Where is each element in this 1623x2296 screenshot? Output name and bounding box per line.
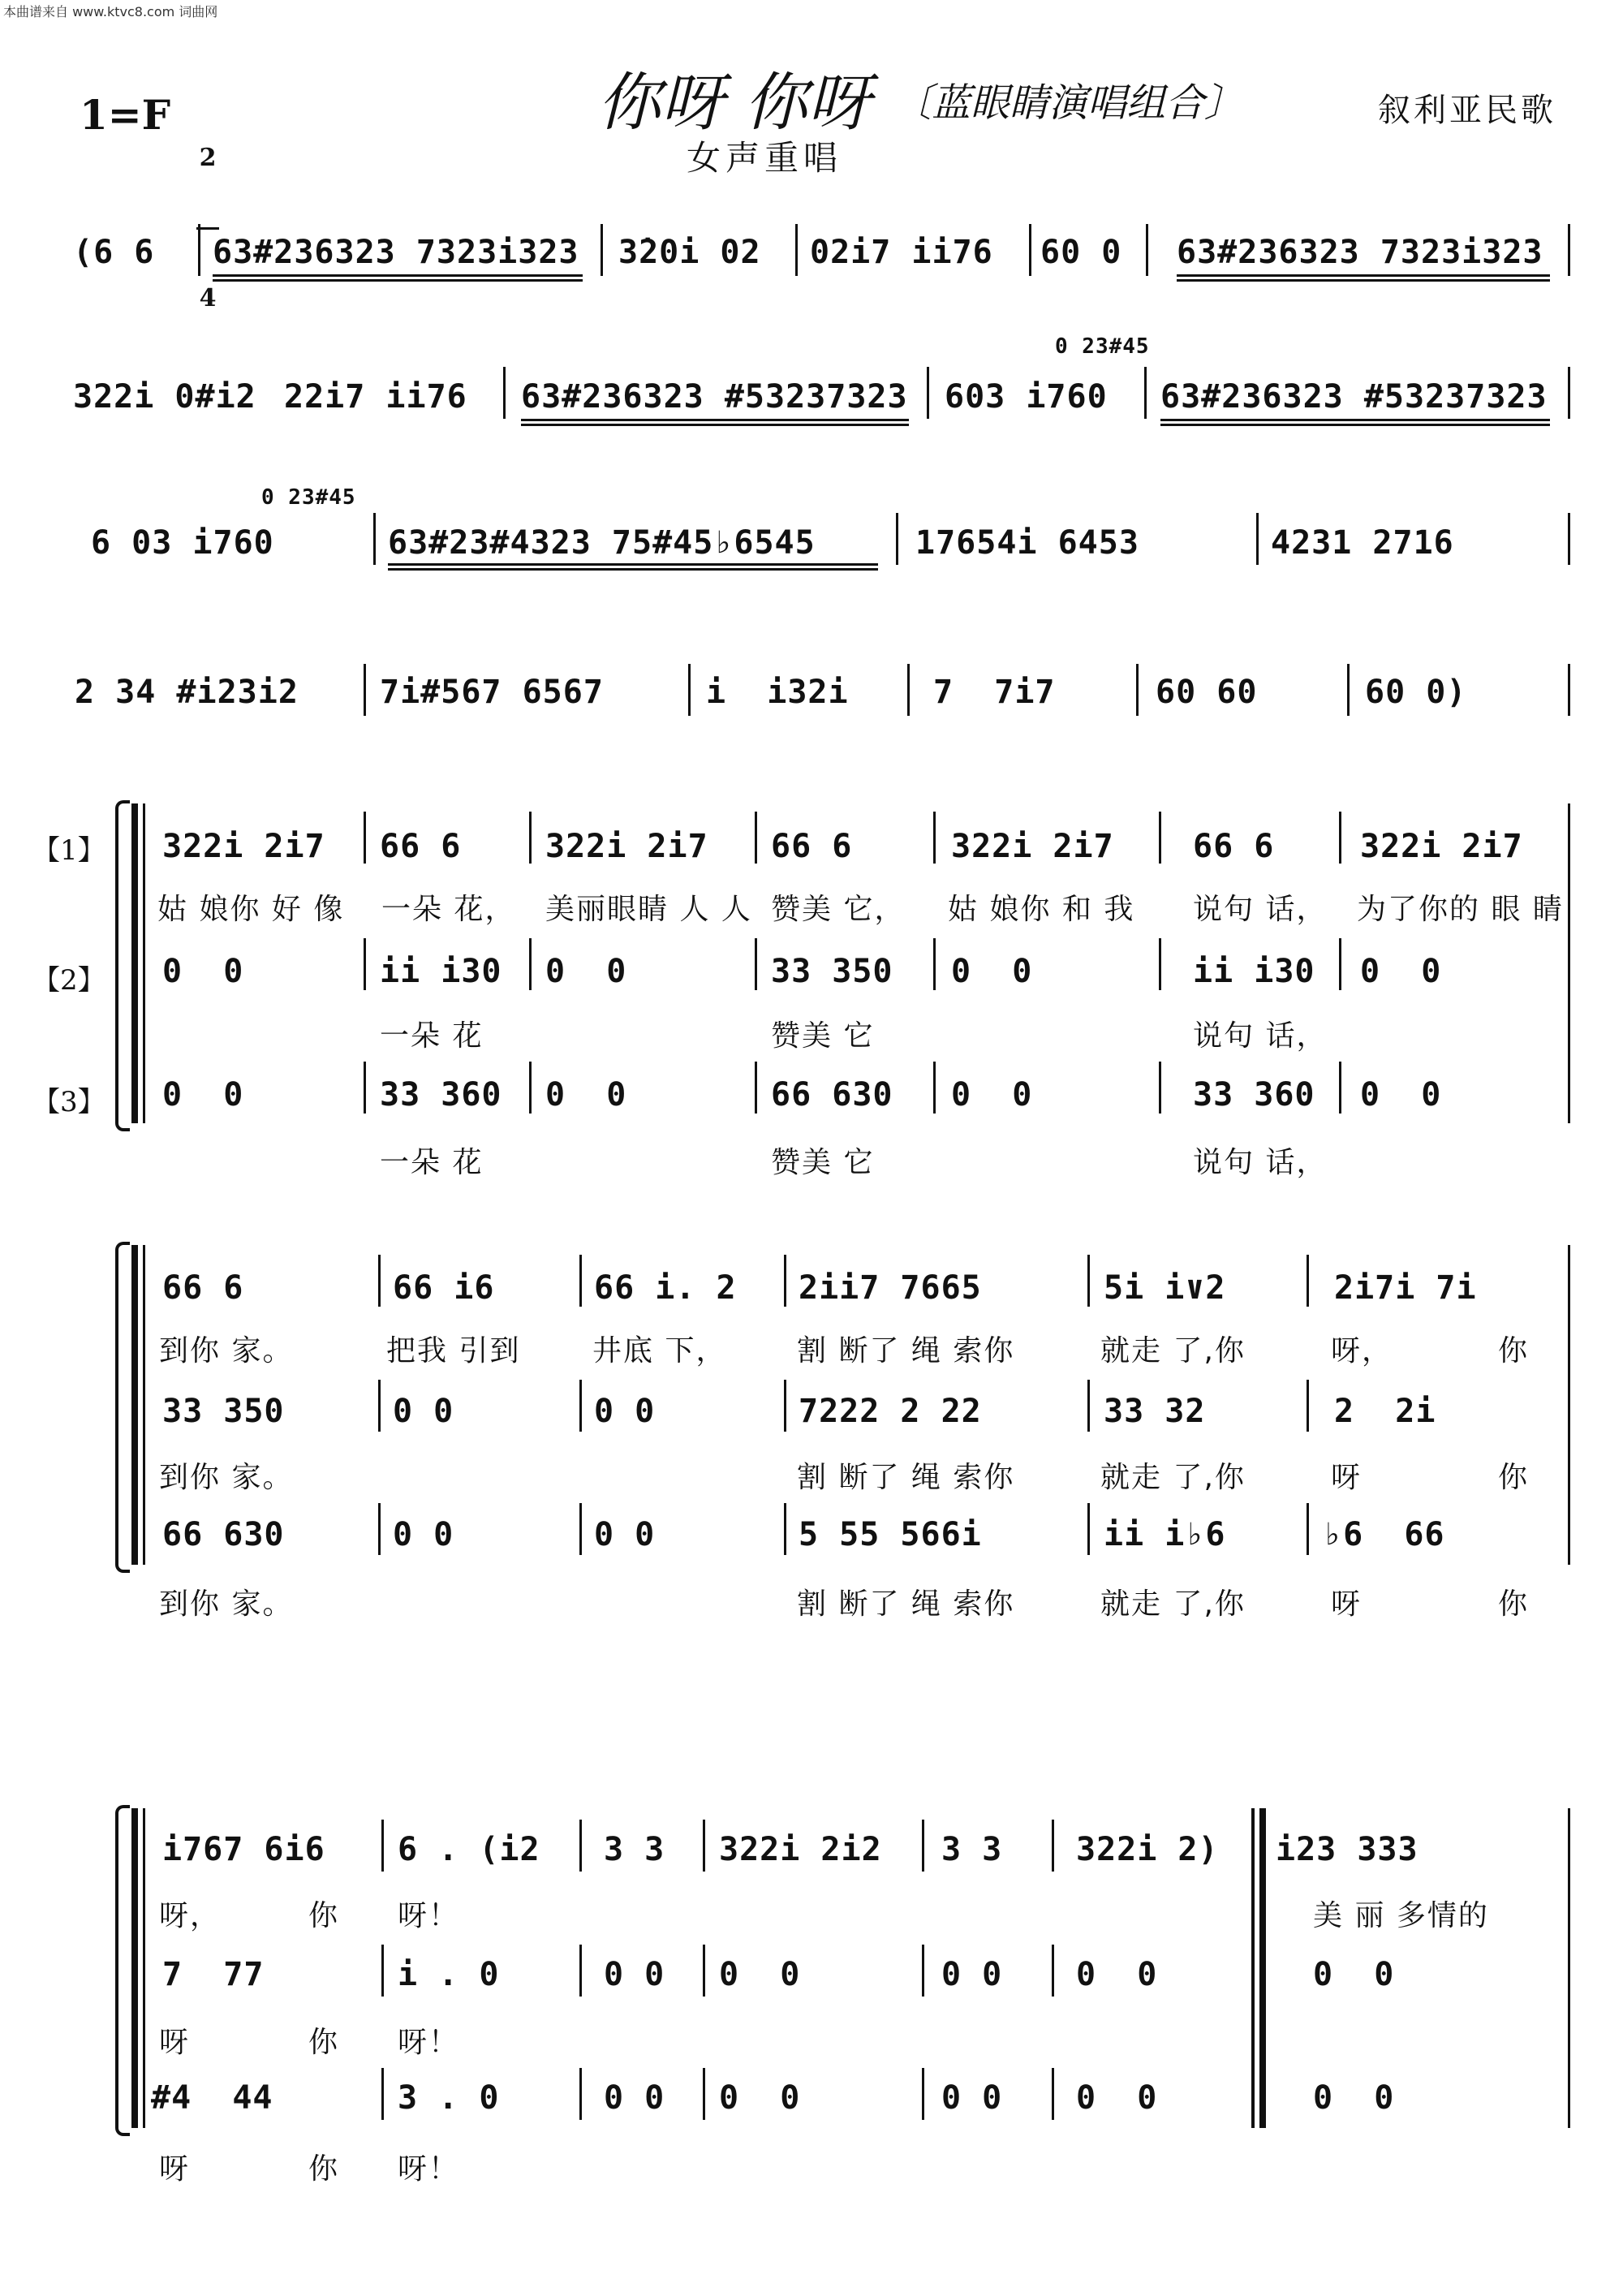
system-line xyxy=(131,803,138,1123)
p3-measure: 0 0 xyxy=(1360,1076,1442,1114)
p2-measure: 0 0 xyxy=(951,953,1033,990)
barline xyxy=(1029,224,1031,276)
barline xyxy=(1568,803,1570,1123)
song-subtitle: 女声重唱 xyxy=(687,138,843,178)
p2-lyric: 赞美 它 xyxy=(771,1019,875,1053)
p2-measure: ii i30 xyxy=(380,953,502,990)
p2-measure: 0 0 xyxy=(162,953,244,990)
beam xyxy=(521,424,909,426)
p1-measure: 66 6 xyxy=(162,1269,244,1307)
barline xyxy=(755,812,757,864)
barline xyxy=(922,1945,924,1997)
p2-lyric: 说句 话， xyxy=(1193,1019,1328,1053)
system-bracket xyxy=(115,800,130,1131)
system-line xyxy=(131,1245,138,1565)
beam xyxy=(213,274,583,277)
barline xyxy=(1159,812,1161,864)
barline xyxy=(927,367,929,419)
p1-lyric: 到你 家。 xyxy=(159,1334,294,1368)
p3-measure: 66 630 xyxy=(162,1516,285,1553)
p3-measure: 0 0 xyxy=(393,1516,454,1553)
p2-lyric: 一朵 花 xyxy=(380,1019,484,1053)
p1-lyric: 就走 了,你 xyxy=(1100,1334,1246,1368)
p1-lyric: 赞美 它， xyxy=(771,893,906,926)
p1-lyric: 你 xyxy=(1498,1334,1530,1368)
part-label-3: 【3】 xyxy=(32,1086,105,1118)
p1-measure: 3 3 xyxy=(604,1831,665,1868)
barline xyxy=(896,513,898,565)
measure: i i32i xyxy=(706,674,849,711)
barline xyxy=(1256,513,1259,565)
measure: 60 0 xyxy=(1040,234,1122,271)
barline xyxy=(703,1945,705,1997)
p1-measure: 2i7i 7i xyxy=(1334,1269,1477,1307)
p1-lyric: 姑 娘你 好 像 xyxy=(157,893,345,926)
barline xyxy=(381,1945,384,1997)
barline xyxy=(755,1062,757,1114)
barline xyxy=(933,1062,936,1114)
p2-measure: 0 0 xyxy=(719,1956,801,1993)
barline xyxy=(1087,1380,1090,1432)
system-bracket xyxy=(115,1242,130,1573)
barline xyxy=(198,224,200,276)
measure: 603 i760 xyxy=(945,378,1108,416)
barline xyxy=(1568,224,1570,276)
barline xyxy=(579,1945,582,1997)
barline xyxy=(529,812,532,864)
barline xyxy=(143,1808,145,2128)
p1-lyric: 说句 话， xyxy=(1193,893,1328,926)
p3-measure: 0 0 xyxy=(1076,2079,1158,2117)
p2-measure: 0 0 xyxy=(604,1956,665,1993)
performer-group: 〔蓝眼睛演唱组合〕 xyxy=(893,80,1244,126)
p2-measure: 0 0 xyxy=(1076,1956,1158,1993)
barline xyxy=(579,1380,582,1432)
composer-credit: 叙利亚民歌 xyxy=(1378,92,1556,129)
barline xyxy=(907,664,910,716)
barline xyxy=(364,664,366,716)
barline xyxy=(579,1820,582,1872)
measure: 63#236323 7323i323 xyxy=(1177,234,1543,271)
barline xyxy=(795,224,798,276)
p2-measure: 7 77 xyxy=(162,1956,265,1993)
p3-measure: 0 0 xyxy=(941,2079,1003,2117)
p3-lyric: 割 断了 绳 索你 xyxy=(797,1587,1015,1621)
barline xyxy=(1159,1062,1161,1114)
barline xyxy=(579,1503,582,1555)
grace-notes: 0 23#45 xyxy=(1055,334,1150,359)
barline xyxy=(1568,367,1570,419)
beam xyxy=(213,279,583,282)
measure: 63#23#4323 75#45♭6545 xyxy=(388,524,816,562)
barline xyxy=(1052,2068,1054,2120)
beam xyxy=(388,563,878,566)
barline xyxy=(364,812,366,864)
barline xyxy=(933,938,936,990)
measure: 60 60 xyxy=(1156,674,1258,711)
p3-lyric: 呀 xyxy=(159,2152,191,2186)
p1-lyric: 为了你的 眼 睛 xyxy=(1357,893,1564,926)
measure: (6 6 xyxy=(73,234,155,271)
barline xyxy=(378,1255,381,1307)
p3-measure: 0 0 xyxy=(1313,2079,1395,2117)
meter-bottom: 4 xyxy=(199,284,217,312)
barline xyxy=(1568,1808,1570,2128)
barline xyxy=(784,1255,786,1307)
p2-lyric: 到你 家。 xyxy=(159,1461,294,1494)
p2-lyric: 你 xyxy=(1498,1461,1530,1494)
p1-measure: 66 i. 2 xyxy=(594,1269,737,1307)
p3-measure: 0 0 xyxy=(604,2079,665,2117)
p1-measure: i767 6i6 xyxy=(162,1831,325,1868)
p1-lyric: 割 断了 绳 索你 xyxy=(797,1334,1015,1368)
barline xyxy=(755,938,757,990)
p3-measure: 5 55 566i xyxy=(799,1516,982,1553)
p2-lyric: 就走 了,你 xyxy=(1100,1461,1246,1494)
barline xyxy=(688,664,691,716)
p2-measure: 33 350 xyxy=(771,953,893,990)
watermark-text: 本曲谱来自 www.ktvc8.com 词曲网 xyxy=(3,4,218,19)
beam xyxy=(388,568,878,571)
p2-measure: 0 0 xyxy=(1360,953,1442,990)
p1-lyric: 呀， xyxy=(159,1899,222,1932)
measure: 63#236323 #53237323 xyxy=(1160,378,1548,416)
barline xyxy=(1087,1503,1090,1555)
measure: 322i 0#i2 xyxy=(73,378,256,416)
barline xyxy=(1136,664,1139,716)
barline xyxy=(1339,812,1341,864)
system-bracket xyxy=(115,1805,130,2136)
p3-lyric: 一朵 花 xyxy=(380,1146,484,1179)
p1-lyric: 美丽眼睛 人 人 xyxy=(545,893,752,926)
barline xyxy=(1339,938,1341,990)
p3-measure: 0 0 xyxy=(719,2079,801,2117)
repeat-barline xyxy=(1259,1808,1266,2128)
p1-measure: 66 6 xyxy=(771,828,853,865)
measure: 63#236323 7323i323 xyxy=(213,234,579,271)
p1-measure: 322i 2i7 xyxy=(1360,828,1523,865)
p1-measure: 322i 2) xyxy=(1076,1831,1219,1868)
barline xyxy=(143,1245,145,1565)
barline xyxy=(1159,938,1161,990)
p3-lyric: 到你 家。 xyxy=(159,1587,294,1621)
p2-lyric: 呀！ xyxy=(398,2026,460,2059)
p2-measure: ii i30 xyxy=(1193,953,1315,990)
barline xyxy=(1568,513,1570,565)
beam xyxy=(521,419,909,421)
p3-measure: 0 0 xyxy=(545,1076,627,1114)
part-label-1: 【1】 xyxy=(32,834,105,867)
p1-measure: 322i 2i7 xyxy=(951,828,1114,865)
barline xyxy=(529,938,532,990)
barline xyxy=(1347,664,1350,716)
p2-measure: 0 0 xyxy=(1313,1956,1395,1993)
beam xyxy=(1177,274,1550,277)
p1-measure: 322i 2i7 xyxy=(545,828,708,865)
song-title: 你呀 你呀 xyxy=(597,67,871,140)
barline xyxy=(1568,1245,1570,1565)
p1-measure: i23 333 xyxy=(1276,1831,1419,1868)
p3-measure: 0 0 xyxy=(594,1516,656,1553)
barline xyxy=(381,1820,384,1872)
barline xyxy=(1087,1255,1090,1307)
p3-measure: #4 44 xyxy=(151,2079,273,2117)
system-line xyxy=(131,1808,138,2128)
barline xyxy=(922,2068,924,2120)
barline xyxy=(579,2068,582,2120)
p1-lyric: 姑 娘你 和 我 xyxy=(948,893,1135,926)
barline xyxy=(933,812,936,864)
p2-measure: 7222 2 22 xyxy=(799,1393,982,1430)
barline xyxy=(784,1503,786,1555)
p1-measure: 6 . (i2 xyxy=(398,1831,540,1868)
barline xyxy=(1307,1255,1309,1307)
barline xyxy=(381,2068,384,2120)
p2-measure: 0 0 xyxy=(545,953,627,990)
p2-lyric: 呀 xyxy=(1331,1461,1363,1494)
p3-lyric: 你 xyxy=(308,2152,340,2186)
p2-measure: 0 0 xyxy=(393,1393,454,1430)
barline xyxy=(703,2068,705,2120)
beam xyxy=(1160,424,1550,426)
measure: 7 7i7 xyxy=(933,674,1056,711)
barline xyxy=(373,513,376,565)
p1-lyric: 美 丽 多情的 xyxy=(1313,1899,1489,1932)
p1-lyric: 呀！ xyxy=(398,1899,460,1932)
p3-measure: ii i♭6 xyxy=(1104,1516,1226,1553)
p1-lyric: 你 xyxy=(308,1899,340,1932)
p3-lyric: 呀 xyxy=(1331,1587,1363,1621)
measure: 4231 2716 xyxy=(1271,524,1454,562)
p3-measure: ♭6 66 xyxy=(1323,1516,1445,1553)
p2-measure: 0 0 xyxy=(941,1956,1003,1993)
part-label-2: 【2】 xyxy=(32,964,105,997)
beam xyxy=(1177,279,1550,282)
p2-lyric: 割 断了 绳 索你 xyxy=(797,1461,1015,1494)
p3-lyric: 说句 话， xyxy=(1193,1146,1328,1179)
barline xyxy=(784,1380,786,1432)
p1-lyric: 井底 下， xyxy=(592,1334,727,1368)
measure: 60 0) xyxy=(1365,674,1467,711)
barline xyxy=(922,1820,924,1872)
p1-lyric: 把我 引到 xyxy=(386,1334,521,1368)
barline xyxy=(143,803,145,1123)
barline xyxy=(1307,1380,1309,1432)
meter-top: 2 xyxy=(199,144,217,172)
measure: 17654i 6453 xyxy=(915,524,1139,562)
p2-measure: 2 2i xyxy=(1334,1393,1436,1430)
p1-measure: 5i i∨2 xyxy=(1104,1269,1226,1307)
barline xyxy=(503,367,506,419)
measure: 63#236323 #53237323 xyxy=(521,378,908,416)
p3-lyric: 你 xyxy=(1498,1587,1530,1621)
measure: 02i7 ii76 xyxy=(810,234,993,271)
barline xyxy=(1052,1820,1054,1872)
barline xyxy=(529,1062,532,1114)
key-signature: 1=F xyxy=(80,91,171,139)
p3-measure: 0 0 xyxy=(951,1076,1033,1114)
barline xyxy=(1144,367,1147,419)
barline xyxy=(703,1820,705,1872)
p2-measure: 33 32 xyxy=(1104,1393,1206,1430)
measure: 7i#567 6567 xyxy=(380,674,604,711)
p3-measure: 0 0 xyxy=(162,1076,244,1114)
p1-lyric: 一朵 花， xyxy=(381,893,516,926)
p3-lyric: 呀！ xyxy=(398,2152,460,2186)
barline xyxy=(579,1255,582,1307)
p2-lyric: 你 xyxy=(308,2026,340,2059)
barline xyxy=(1568,664,1570,716)
barline xyxy=(378,1380,381,1432)
time-signature xyxy=(192,89,224,340)
barline xyxy=(364,938,366,990)
p2-measure: i . 0 xyxy=(398,1956,500,1993)
p1-measure: 322i 2i2 xyxy=(719,1831,882,1868)
p1-measure: 66 i6 xyxy=(393,1269,495,1307)
p3-measure: 33 360 xyxy=(380,1076,502,1114)
barline xyxy=(1052,1945,1054,1997)
measure: 2 34 #i23i2 xyxy=(75,674,299,711)
p1-measure: 66 6 xyxy=(1193,828,1275,865)
p3-measure: 3 . 0 xyxy=(398,2079,500,2117)
p2-lyric: 呀 xyxy=(159,2026,191,2059)
p1-measure: 66 6 xyxy=(380,828,462,865)
p3-measure: 66 630 xyxy=(771,1076,893,1114)
p3-lyric: 赞美 它 xyxy=(771,1146,875,1179)
barline xyxy=(1307,1503,1309,1555)
barline xyxy=(1146,224,1148,276)
measure: 22i7 ii76 xyxy=(284,378,467,416)
p1-measure: 322i 2i7 xyxy=(162,828,325,865)
p1-measure: 3 3 xyxy=(941,1831,1003,1868)
repeat-barline xyxy=(1251,1808,1255,2128)
p3-measure: 33 360 xyxy=(1193,1076,1315,1114)
beam xyxy=(1160,419,1550,421)
barline xyxy=(364,1062,366,1114)
p2-measure: 33 350 xyxy=(162,1393,285,1430)
barline xyxy=(1339,1062,1341,1114)
measure: 6 03 i760 xyxy=(91,524,274,562)
p3-lyric: 就走 了,你 xyxy=(1100,1587,1246,1621)
p2-measure: 0 0 xyxy=(594,1393,656,1430)
grace-notes: 0 23#45 xyxy=(261,485,356,510)
measure: 3̇20i 02 xyxy=(618,234,761,271)
p1-lyric: 呀， xyxy=(1331,1334,1393,1368)
p1-measure: 2ii7 7665 xyxy=(799,1269,982,1307)
barline xyxy=(378,1503,381,1555)
barline xyxy=(601,224,603,276)
